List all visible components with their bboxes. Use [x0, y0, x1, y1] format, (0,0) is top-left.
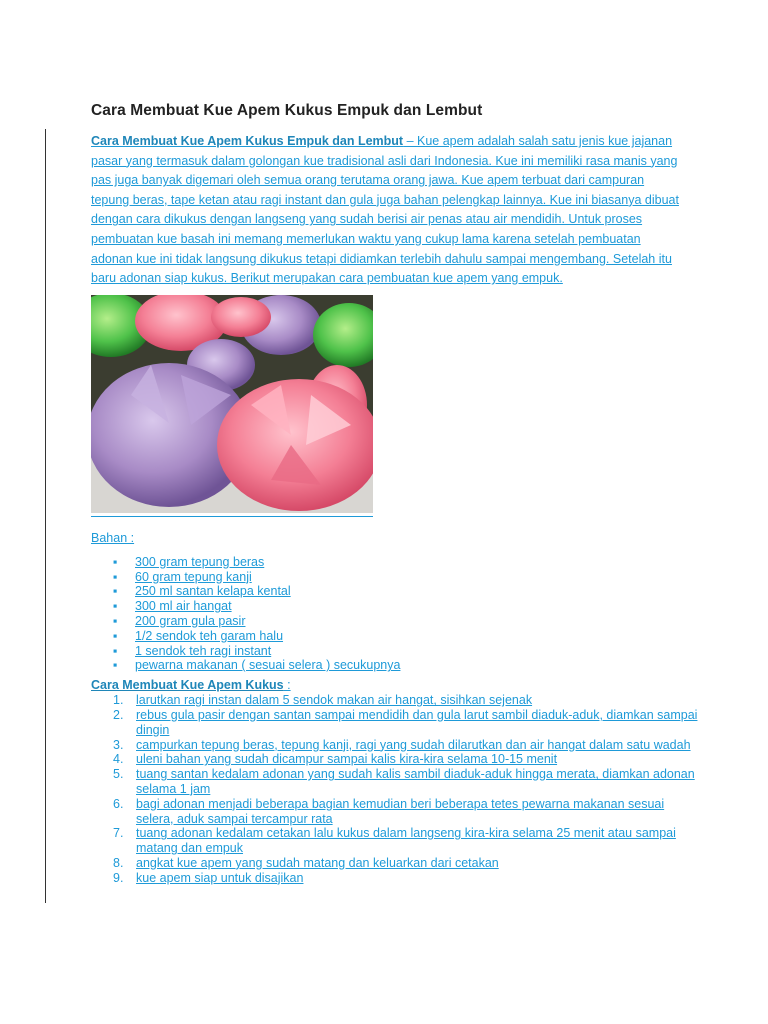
list-item[interactable]: ▪ 300 ml air hangat [113, 599, 232, 614]
list-item[interactable]: 2. rebus gula pasir dengan santan sampai mendidih dan gula larut sambil diaduk-aduk, diamkan sampai dingin [113, 707, 698, 737]
list-item[interactable]: ▪ 300 gram tepung beras [113, 554, 265, 569]
list-item[interactable]: 1. larutkan ragi instan dalam 5 sendok makan air hangat, sisihkan sejenak [113, 693, 533, 708]
list-item[interactable]: 5. tuang santan kedalam adonan yang sudah kalis sambil diaduk-aduk hingga merata, diamkan adonan selama 1 jam [113, 767, 695, 796]
intro-paragraph[interactable] [91, 132, 681, 289]
intro-lead-link[interactable]: Cara Membuat Kue Apem Kukus Empuk dan Lembut [91, 134, 404, 148]
list-item[interactable]: 7. tuang adonan kedalam cetakan lalu kukus dalam langseng kira-kira selama 25 menit atau sampai matang dan empuk [113, 826, 676, 856]
kue-apem-photo [91, 295, 373, 513]
list-item[interactable]: ▪ 200 gram gula pasir [113, 613, 246, 628]
left-margin-rule [45, 129, 46, 903]
page-title: Cara Membuat Kue Apem Kukus Empuk dan Lembut [91, 102, 483, 119]
list-item[interactable]: 3. campurkan tepung beras, tepung kanji, ragi yang sudah dilarutkan dan air hangat dalam satu wadah [113, 737, 691, 752]
photo-link-underline [91, 516, 373, 517]
list-item[interactable]: ▪ 60 gram tepung kanji [113, 569, 252, 584]
list-item[interactable]: 9. kue apem siap untuk disajikan [113, 870, 304, 885]
list-item[interactable]: ▪ 1/2 sendok teh garam halu [113, 628, 284, 643]
list-item[interactable]: 8. angkat kue apem yang sudah matang dan keluarkan dari cetakan [113, 855, 499, 870]
intro-body[interactable]: – Kue apem adalah salah satu jenis kue jajanan pasar yang termasuk dalam golongan kue tradisional asli dari Indonesia. Kue ini memiliki rasa manis yang pas juga banyak digemari oleh semua orang terutama orang jawa. Kue apem terbuat dari campuran tepung beras, tape ketan atau ragi instant dan gula juga bahan pelengkap lainnya. Kue ini biasanya dibuat dengan cara dikukus dengan langseng yang sudah berisi air penas atau air mendidih. Untuk proses pembuatan kue basah ini memang memerlukan waktu yang cukup lama karena setelah pembuatan adonan kue ini tidak langsung dikukus tetapi didiamkan terlebih dahulu sampai mengembang. Setelah itu baru adonan siap kukus. Berikut merupakan cara pembuatan kue apem yang empuk. [91, 134, 679, 286]
article [91, 100, 698, 885]
ingredient-list [91, 555, 691, 673]
list-item[interactable]: ▪ 1 sendok teh ragi instant [113, 643, 272, 658]
step-list [91, 693, 698, 885]
cara-heading[interactable]: Cara Membuat Kue Apem Kukus : [91, 678, 291, 693]
cara-heading-link[interactable]: Cara Membuat Kue Apem Kukus [91, 678, 284, 693]
bahan-heading[interactable]: Bahan : [91, 530, 135, 545]
list-item[interactable]: ▪ pewarna makanan ( sesuai selera ) secukupnya [113, 658, 401, 673]
list-item[interactable]: ▪ 250 ml santan kelapa kental [113, 584, 291, 599]
list-item[interactable]: 6. bagi adonan menjadi beberapa bagian kemudian beri beberapa tetes pewarna makanan sesuai selera, aduk sampai tercampur rata [113, 796, 665, 826]
list-item[interactable]: 4. uleni bahan yang sudah dicampur sampai kalis kira-kira selama 10-15 menit [113, 752, 558, 767]
